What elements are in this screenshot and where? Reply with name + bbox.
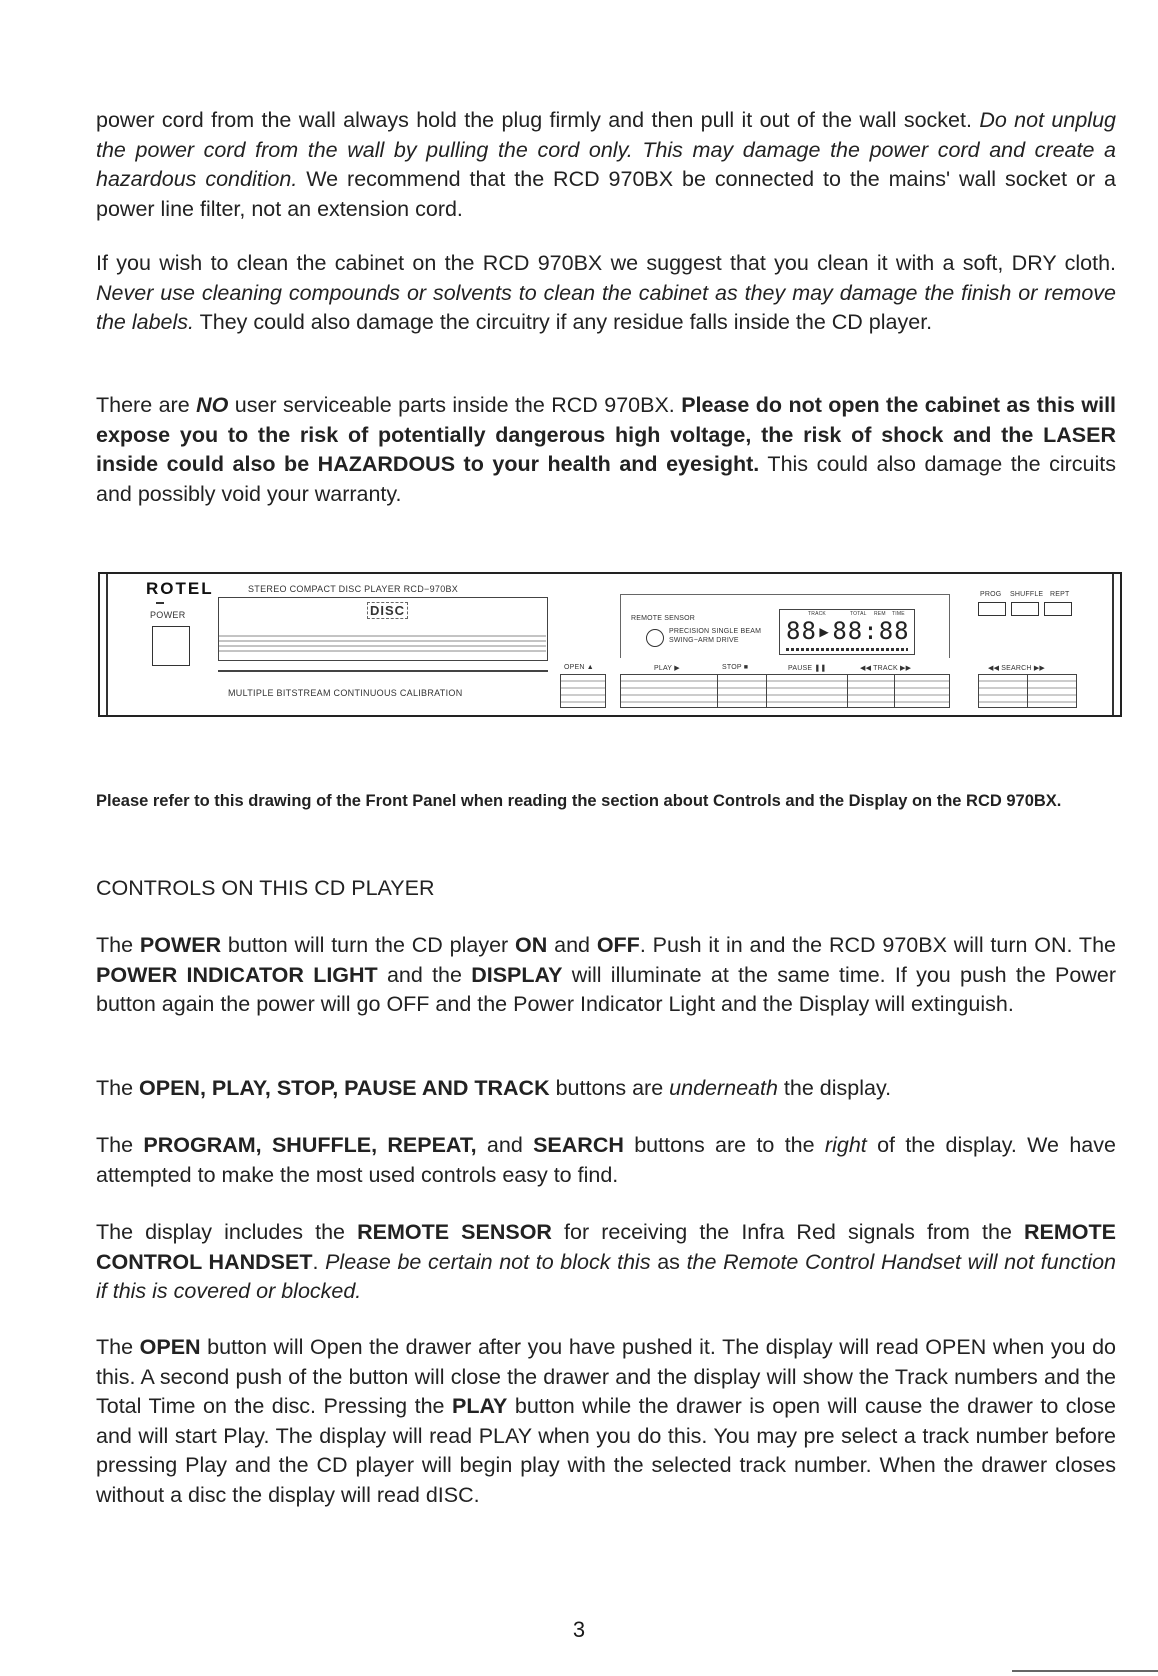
emphasis: REMOTE SENSOR (357, 1220, 552, 1244)
paragraph-transport-buttons (96, 1074, 1116, 1104)
text: . Push it in and the RCD 970BX will turn ON. The (639, 933, 1116, 957)
emphasis: OFF (596, 933, 640, 957)
text: buttons are (549, 1076, 670, 1100)
text: The (96, 1335, 140, 1359)
page-number: 3 (572, 1617, 586, 1642)
tray-lines (219, 632, 546, 652)
paragraph-cleaning (96, 249, 1116, 338)
emphasis: DISPLAY (471, 962, 563, 987)
track-label: ◀◀ TRACK ▶▶ (860, 665, 912, 672)
emphasis: the Remote Control Handset will not function if this is covered or blocked. (96, 1249, 1116, 1303)
text: and the (377, 962, 472, 987)
open-button[interactable] (560, 674, 606, 708)
emphasis: POWER INDICATOR LIGHT (96, 962, 378, 987)
emphasis: Please be certain not to block this (325, 1249, 651, 1274)
play-label: PLAY ▶ (654, 665, 680, 672)
prog-button[interactable] (978, 602, 1006, 616)
paragraph-remote-sensor (96, 1218, 1116, 1307)
text: power cord from the wall always hold the plug firmly and then pull it out of the wall socket. (96, 108, 980, 132)
paragraph-power-cord (96, 106, 1116, 224)
emphasis: OPEN (139, 1335, 201, 1359)
power-indicator-light (156, 602, 164, 604)
text: There are (96, 393, 197, 417)
disc-tray (218, 597, 548, 661)
emphasis: underneath (669, 1076, 778, 1100)
paragraph-power-button (96, 931, 1116, 1020)
bitstream-label: MULTIPLE BITSTREAM CONTINUOUS CALIBRATION (228, 688, 463, 698)
text: The (96, 933, 140, 957)
panel-right-rail (1112, 574, 1114, 715)
section-heading: CONTROLS ON THIS CD PLAYER (96, 876, 435, 900)
text: They could also damage the circuitry if any residue falls inside the CD player. (194, 310, 933, 334)
search-label: ◀◀ SEARCH ▶▶ (988, 665, 1045, 672)
front-panel-drawing (98, 572, 1122, 717)
text: The (96, 1133, 144, 1157)
text: button will turn the CD player (221, 933, 516, 957)
emphasis: ON (515, 933, 548, 957)
warning-text: Do not unplug the power cord from the wall by pulling the cord only. This may damage the power cord and create a hazardous condition. (96, 108, 1116, 191)
emphasis: NO (196, 393, 229, 417)
repeat-button[interactable] (1044, 602, 1072, 616)
text: The (96, 1076, 140, 1100)
precision-label: PRECISION SINGLE BEAM (669, 628, 762, 635)
compact-disc-logo: DISC (367, 602, 408, 619)
power-button[interactable] (152, 626, 190, 666)
display-time-label: TIME (892, 611, 905, 617)
text: will illuminate at the same time. If you push the Power button again the power will go OFF and the Power Indicator Light and the Display will extinguish. (96, 962, 1116, 1016)
text: The display includes the (96, 1220, 358, 1244)
figure-caption: Please refer to this drawing of the Front Panel when reading the section about Controls and the Display on the RCD 970BX. (96, 792, 1062, 810)
display-digits: 88▸88:88 (786, 617, 910, 645)
digital-display (779, 609, 915, 655)
pause-label: PAUSE ❚❚ (788, 665, 827, 672)
display-window (620, 594, 950, 658)
page-edge-line (1012, 1670, 1158, 1672)
text: button will Open the drawer after you have pushed it. The display will read OPEN when you do this. A second push of the button will close the drawer and the display will show the Track numbers and the Total Time on the disc. Pressing the (96, 1335, 1116, 1418)
text: the display. (777, 1076, 892, 1100)
text: for receiving the Infra Red signals from the (551, 1220, 1025, 1244)
tray-base-line (218, 670, 548, 672)
search-forward-button[interactable] (1027, 674, 1077, 708)
emphasis: REMOTE CONTROL HANDSET (96, 1220, 1116, 1274)
paragraph-open-button (96, 1333, 1116, 1510)
emphasis: POWER (139, 933, 222, 957)
stop-button[interactable] (717, 674, 767, 708)
shuffle-label: SHUFFLE (1010, 591, 1044, 598)
emphasis: PLAY (452, 1394, 508, 1418)
text: If you wish to clean the cabinet on the RCD 970BX we suggest that you clean it with a soft, DRY cloth. (96, 251, 1116, 275)
model-line: STEREO COMPACT DISC PLAYER RCD−970BX (248, 584, 459, 594)
display-rem-label: REM (874, 611, 886, 617)
emphasis: PROGRAM, SHUFFLE, REPEAT, (143, 1133, 477, 1157)
shuffle-button[interactable] (1011, 602, 1039, 616)
display-track-label: TRACK (808, 611, 826, 617)
text: and (547, 933, 597, 957)
remote-sensor (646, 629, 664, 647)
remote-sensor-label: REMOTE SENSOR (631, 615, 696, 622)
text: This could also damage the circuits and possibly void your warranty. (96, 452, 1117, 506)
play-button[interactable] (620, 674, 718, 708)
text: buttons are to the (623, 1133, 825, 1157)
power-label: POWER (150, 610, 186, 620)
warning-text: Please do not open the cabinet as this will expose you to the risk of potentially dangerous high voltage, the risk of shock and the LASER inside could also be HAZARDOUS to your health and eyesight. (96, 393, 1117, 476)
emphasis: OPEN, PLAY, STOP, PAUSE AND TRACK (139, 1076, 550, 1100)
rept-label: REPT (1050, 591, 1070, 598)
text: . (312, 1249, 326, 1274)
text: We recommend that the RCD 970BX be connected to the mains' wall socket or a power line filter, not an extension cord. (96, 167, 1116, 221)
text: user serviceable parts inside the RCD 970BX. (228, 393, 682, 417)
text: and (476, 1133, 534, 1157)
paragraph-program-buttons (96, 1131, 1116, 1190)
track-forward-button[interactable] (894, 674, 950, 708)
emphasis: SEARCH (533, 1133, 624, 1157)
brand-logo: ROTEL (146, 579, 214, 598)
warning-text: Never use cleaning compounds or solvents to clean the cabinet as they may damage the finish or remove the labels. (96, 280, 1116, 334)
pause-button[interactable] (766, 674, 848, 708)
panel-left-rail (106, 574, 108, 715)
swing-arm-label: SWING−ARM DRIVE (669, 637, 739, 644)
open-label: OPEN ▲ (564, 664, 594, 671)
paragraph-no-serviceable-parts (96, 391, 1116, 509)
stop-label: STOP ■ (722, 664, 749, 671)
emphasis: right (824, 1133, 867, 1157)
display-total-label: TOTAL (850, 611, 867, 617)
text: as (650, 1249, 687, 1274)
search-back-button[interactable] (978, 674, 1028, 708)
text: of the display. We have attempted to make the most used controls easy to find. (96, 1133, 1116, 1187)
track-back-button[interactable] (847, 674, 895, 708)
text: button while the drawer is open will cause the drawer to close and will start Play. The display will read PLAY when you do this. You may pre select a track number before pressing Play and the CD player will begin play with the selected track number. When the drawer closes without a disc the display will read dISC. (96, 1394, 1116, 1507)
display-indicators (786, 648, 908, 651)
prog-label: PROG (980, 591, 1002, 598)
